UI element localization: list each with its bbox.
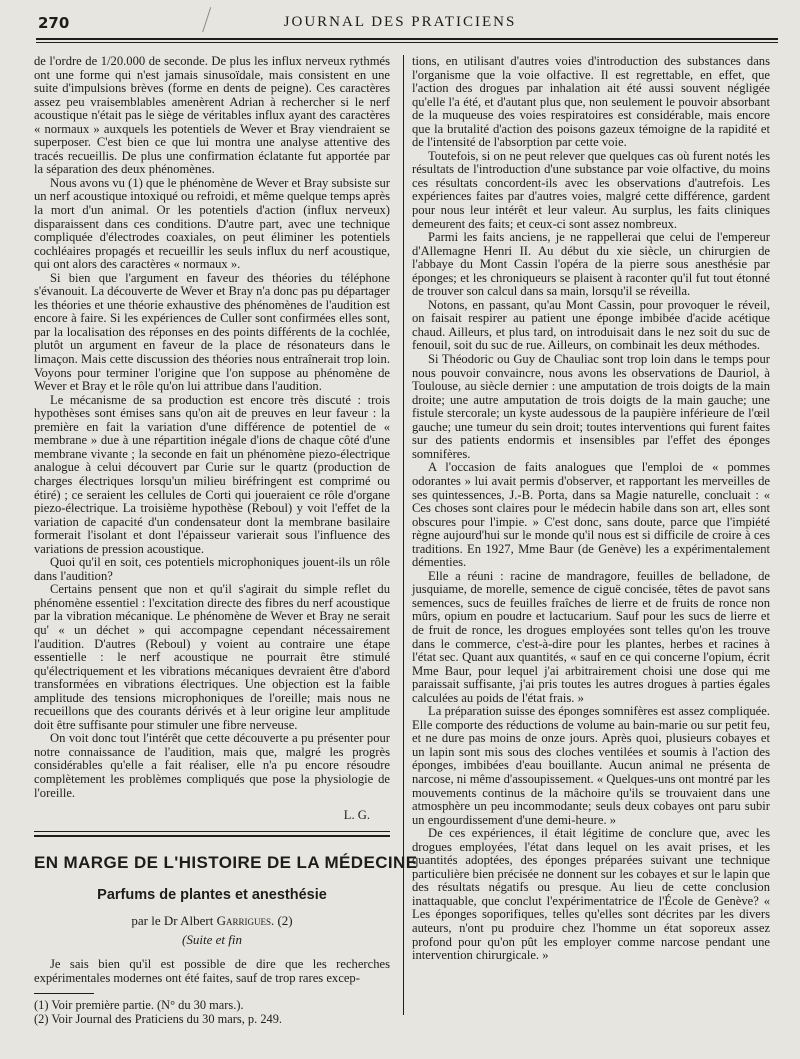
right-column	[412, 55, 770, 1045]
paragraph: On voit donc tout l'intérêt que cette découverte a pu présenter pour notre connaissance de l'audition, mais que, malgré les progrès considérables qu'elle a fait réaliser, elle n'a pu encore résoudre complètement les problèmes compliqués que pose la physiologie de l'oreille.	[34, 731, 390, 800]
paragraph: Si bien que l'argument en faveur des théories du téléphone s'évanouit. La découverte de Wever et Bray n'a donc pas pu départager les théories et une théorie exhaustive des phénomènes de l'audition est encore à faire. Si les expériences de Culler sont confirmées elles sont, par la localisation des réponses en des points différents de la cochlée, plutôt un argument en faveur de la place de résonateurs dans le limaçon. Mais cette discussion des théories nous entraînerait trop loin. Voyons pour terminer l'origine que l'on suppose au phénomène de Wever et Bray et le rôle qu'on lui attribue dans l'audition.	[34, 270, 390, 394]
left-column	[34, 54, 418, 1045]
intro-paragraph: Je sais bien qu'il est possible de dire que les recherches expérimentales modernes ont été faites, sauf de trop rares excep-	[34, 957, 390, 985]
column-divider	[403, 55, 404, 1015]
signature: L. G.	[343, 808, 370, 823]
byline-note: (2)	[277, 913, 293, 929]
paragraph: Si Théodoric ou Guy de Chauliac sont trop loin dans le temps pour nous pouvoir convaincre, nous avons les observations de Dauriol, à Toulouse, au siècle dernier : une amputation de trois doigts de la main droite; une autre amputation de trois doigts de la main gauche; une fistule stercorale; un kyste audessous de la paupière inférieure de l'œil gauche; une tumeur du sein droit; toutes interventions qui furent faites sur des patients endormis et insensibles par l'effet des éponges somnifères.	[412, 352, 770, 461]
running-title: JOURNAL DES PRATICIENS	[283, 14, 517, 30]
paragraph: De ces expériences, il était légitime de conclure que, avec les drogues employées, l'état dans lequel on les avait prises, et les quantités adoptées, des éponges préparées suivant une technique particulière bien précisée ne donnent sur les cobayes et sur le lapin que des résultats négatifs ou presque. Au lieu de cette conclusion inattaquable, que conclut l'expérimentatrice de l'École de Genève? « Les éponges soporifiques, telles qu'elles sont décrites par les divers auteurs, n'ont pu produire chez l'homme un état soporeux assez profond pour qu'on pût les employer comme narcose pendant une intervention chirurgicale. »	[412, 826, 770, 963]
section-rule-thick	[34, 835, 390, 837]
paragraph: Elle a réuni : racine de mandragore, feuilles de belladone, de jusquiame, de morelle, semence de ciguë concisée, têtes de pavot sans semences, sucs de feuilles fraîches de lierre et de fruits de ronce non mûrs, opium en poudre et lactucarium. Sauf pour les sucs de lierre et de fruit de ronce, les drogues employées sont telles qu'on les trouve dans le commerce, c'est-à-dire pour les plantes, herbes et racines à l'état sec. Quant aux quantités, « sauf en ce qui concerne l'opium, écrit Mme Baur, pour lequel j'ai arbitrairement choisi une dose qui me paraissait suffisante, j'ai pris toutes les autres drogues à parties égales calculées au poids de l'état frais. »	[412, 568, 770, 705]
footnote-rule	[34, 993, 94, 994]
paragraph: Quoi qu'il en soit, ces potentiels microphoniques jouent-ils un rôle dans l'audition?	[34, 555, 390, 583]
paragraph: de l'ordre de 1/20.000 de seconde. De plus les influx nerveux rythmés ont une forme qui n'est jamais sinusoïdale, mais consistent en une suite d'impulsions brèves (forme en dents de peigne). Ces caractères assez peu vraisemblables amenèrent Adrian à rechercher si le nerf acoustique n'était pas le siège de véritables influx ayant des caractères « normaux » auxquels les potentiels de Wever et Bray viendraient se superposer. C'est bien ce que lui montra une analyse attentive des tracés recueillis. De plus une confirmation éclatante fut apportée par la séparation des deux phénomènes.	[34, 54, 390, 177]
paragraph: Certains pensent que non et qu'il s'agirait du simple reflet du phénomène essentiel : l'excitation directe des fibres du nerf acoustique par la vibration mécanique. Le phénomène de Wever et Bray ne serait qu' « un déchet » qui accompagne cependant nécessairement l'audition. D'autres (Reboul) y voient au contraire une étape essentielle : le nerf acoustique ne pourrait être stimulé qu'électriquement et les vibrations mécaniques devraient être d'abord transformées en vibrations électriques. Une objection est la faible amplitude des tensions microphoniques de l'oreille; mais nous ne recueillons que des courants dérivés et à leur origine leur amplitude doit être suffisante pour stimuler une fibre nerveuse.	[34, 582, 390, 732]
author-name: Garrigues.	[216, 913, 275, 929]
section-rule	[34, 831, 390, 832]
paragraph: Parmi les faits anciens, je ne rappellerai que celui de l'empereur d'Allemagne Henri II. Au début du xie siècle, un chirurgien de l'abbaye du Mont Cassin l'opéra de la pierre sous anesthésie par éponges; et les chroniqueurs se plaisent à raconter qu'il fut tout étonné de trouver son calcul dans sa main, lorsqu'il se réveilla.	[412, 230, 770, 299]
paragraph: Le mécanisme de sa production est encore très discuté : trois hypothèses sont émises sans qu'on ait de preuves en leur faveur : la première en fait la variation d'une différence de potentiel de « membrane » due à une répartition inégale d'ions de chaque côté d'une membrane vivante ; la seconde en fait un phénomène piezo-électrique analogue à celui découvert par Curie sur le quartz (production de charges électriques lorsqu'un milieu biréfringent est comprimé ou étiré) ; ce seraient les cellules de Corti qui joueraient ce rôle d'organe piezo-électrique. La troisième hypothèse (Reboul) y voit l'effet de la variation de capacité d'un condensateur dont la membrane basilaire formerait l'isolant et dont l'épaisseur varierait sous l'influence des variations de pression acoustique.	[34, 392, 390, 556]
article-title: Parfums de plantes et anesthésie	[97, 887, 327, 904]
article-subtitle: (Suite et fin	[182, 932, 242, 948]
byline	[34, 913, 390, 929]
section-title: EN MARGE DE L'HISTOIRE DE LA MÉDECINE	[34, 853, 418, 873]
byline-prefix: par le Dr Albert	[131, 913, 214, 929]
paragraph: tions, en utilisant d'autres voies d'introduction des substances dans l'organisme que la voie olfactive. Il est regrettable, en effet, que l'action des drogues par inhalation ait été aussi souvent négligée qu'elle l'a été, et d'autant plus que, non seulement le pouvoir absorbant de la muqueuse des voies respiratoires est considérable, mais encore que la brutalité d'action des poisons gazeux témoigne de la rapidité et de l'intensité de l'absorption par cette voie.	[412, 54, 770, 150]
paragraph: La préparation suisse des éponges somnifères est assez compliquée. Elle comporte des réductions de volume au bain-marie ou sur petit feu, et ne dure pas moins de onze jours. Après quoi, plusieurs cobayes et un lapin sont mis sous des cloches ventilées et soumis à l'action des éponges, imbibées d'eau bouillante. Aucun animal ne présenta de narcose, ni même d'assoupissement. « Quelques-uns ont montré par les mouvements continus de la mâchoire qu'ils se trouvaient dans une atmosphère un peu incommodante; seuls deux cobayes ont paru subir un engourdissement d'une demi-heure. »	[412, 704, 770, 827]
paragraph: A l'occasion de faits analogues que l'emploi de « pommes odorantes » lui avait permis d'observer, et rapportant les merveilles de ses quintessences, J.-B. Porta, dans sa Magie naturelle, concluait : « Ces choses sont claires pour le médecin habile dans son art, elles sont obscures pour l'impie. » C'est donc, sans doute, parce que l'impiété règne aujourd'hui sur le monde qu'il nous est si difficile de croire à ces traditions. En 1927, Mme Baur (de Genève) les a expérimentalement démenties.	[412, 460, 770, 570]
paragraph: Nous avons vu (1) que le phénomène de Wever et Bray subsiste sur un nerf acoustique intoxiqué ou refroidi, et même quelque temps après la mort d'un animal. Or les potentiels d'action (influx nerveux) disparaissent dans ces conditions. D'autre part, avec une technique compliquée d'électrodes coaxiales, on peut éliminer les potentiels cochléaires propagés et recueillir les seuls influx du nerf acoustique, qui ont alors des caractères « normaux ».	[34, 175, 390, 272]
paragraph: Toutefois, si on ne peut relever que quelques cas où furent notés les résultats de l'introduction d'une substance par voie olfactive, du moins ces résultats concordent-ils avec les observations d'autrefois. Les expériences faites par d'autres voies, malgré cette différence, gardent pour nous leur intérêt et leur valeur. Au surplus, les faits cliniques demeurent des faits; et ceux-ci sont assez nombreux.	[412, 148, 770, 231]
header-rule-thin	[36, 42, 778, 43]
footnote: (1) Voir première partie. (N° du 30 mars.).	[34, 998, 244, 1013]
page-number: 270	[38, 14, 70, 32]
footnote: (2) Voir Journal des Praticiens du 30 mars, p. 249.	[34, 1012, 283, 1027]
paragraph: Notons, en passant, qu'au Mont Cassin, pour provoquer le réveil, on faisait respirer au patient une éponge imbibée d'acide acétique chaud. Ailleurs, et plus tard, on introduisait dans le nez soit du suc de fenouil, soit du suc de rue. Ailleurs, on combinait les deux méthodes.	[412, 297, 770, 353]
header-rule	[36, 38, 778, 40]
